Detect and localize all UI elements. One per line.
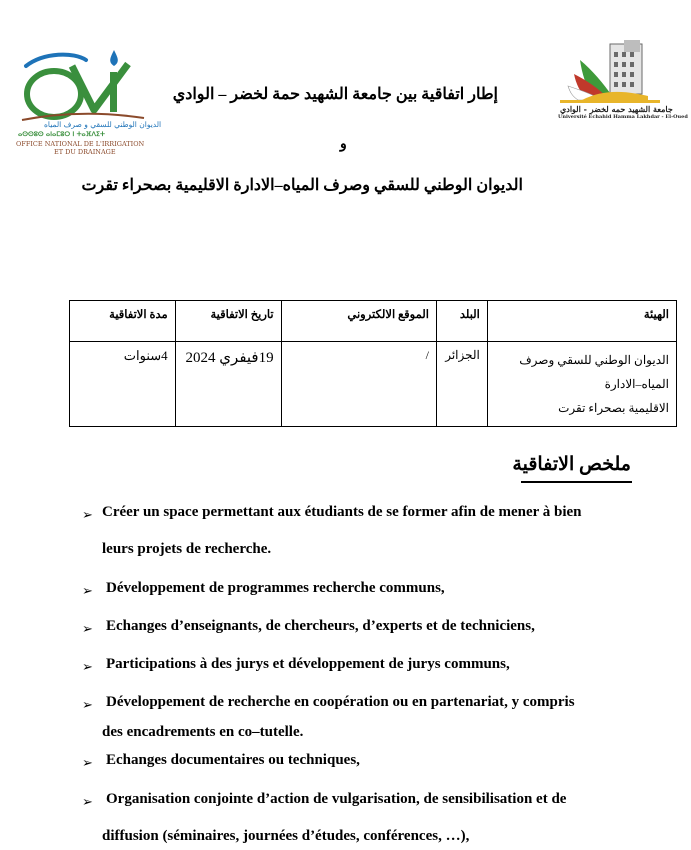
list-item-line: Développement de programmes recherche communs, — [106, 580, 445, 596]
university-logo — [552, 40, 688, 124]
arrow-bullet-icon: ➢ — [82, 659, 93, 674]
arrow-bullet-icon: ➢ — [82, 583, 93, 598]
organization-line-2: الاقليمية بصحراء تقرت — [558, 401, 669, 415]
table-header-row — [70, 301, 677, 342]
cell-organization — [487, 342, 676, 427]
header-country: البلد — [436, 301, 487, 342]
university-emblem-icon — [552, 40, 672, 106]
onid-french-text-1: OFFICE NATIONAL DE L'IRRIGATION — [16, 140, 145, 148]
onid-french-text-2: ET DU DRAINAGE — [54, 148, 116, 156]
university-french-text: Université Echahid Hamma Lakhdar - El-Oued — [558, 114, 688, 120]
onid-tifinagh-text: ⴰⵙⵙⵓⵙ ⴰⵏⴰⵎⵓⵔ ⵏ ⵜⴰⴼⴷⵉⵜ — [18, 130, 105, 138]
table-row — [70, 342, 677, 427]
arrow-bullet-icon: ➢ — [82, 794, 93, 809]
partner-title: الديوان الوطني للسقي وصرف المياه–الادارة الاقليمية بصحراء تقرت — [81, 177, 523, 194]
cell-website: / — [281, 342, 436, 427]
header-date: تاريخ الاتفاقية — [175, 301, 281, 342]
list-item-line: des encadrements en co–tutelle. — [102, 724, 304, 740]
arrow-bullet-icon: ➢ — [82, 697, 93, 712]
list-item-line: Créer un space permettant aux étudiants de se former afin de mener à bien — [102, 504, 582, 520]
onid-arabic-text: الديوان الوطني للسقي و صرف المياه — [44, 120, 162, 129]
header-duration: مدة الاتفاقية — [70, 301, 176, 342]
agreement-title: إطار اتفاقية بين جامعة الشهيد حمة لخضر – الوادي — [172, 86, 498, 103]
university-arabic-text: جامعة الشهيد حمه لخضر - الوادي — [560, 104, 673, 114]
onid-logo — [14, 42, 162, 158]
header-organization: الهيئة — [487, 301, 676, 342]
list-item-line: Organisation conjointe d’action de vulgarisation, de sensibilisation et de — [106, 791, 567, 807]
organization-line-1: الديوان الوطني للسقي وصرف المياه–الادارة — [519, 353, 669, 391]
list-item-line: leurs projets de recherche. — [102, 541, 272, 557]
list-item-line: Echanges d’enseignants, de chercheurs, d’experts et de techniciens, — [106, 618, 535, 634]
summary-title: ملخص الاتفاقية — [512, 454, 631, 475]
header-website: الموقع الالكتروني — [281, 301, 436, 342]
onid-emblem-icon — [14, 42, 149, 122]
arrow-bullet-icon: ➢ — [82, 755, 93, 770]
agreement-info-table — [69, 300, 677, 427]
list-item-line: Echanges documentaires ou techniques, — [106, 752, 360, 768]
list-item-line: Participations à des jurys et développement de jurys communs, — [106, 656, 510, 672]
cell-country: الجزائر — [436, 342, 487, 427]
arrow-bullet-icon: ➢ — [82, 507, 93, 522]
cell-date: 19فيفري 2024 — [175, 342, 281, 427]
summary-underline — [521, 481, 632, 483]
title-conjunction: و — [340, 137, 347, 152]
list-item-line: Développement de recherche en coopération ou en partenariat, y compris — [106, 694, 575, 710]
list-item-line: diffusion (séminaires, journées d’études, conférences, …), — [102, 828, 470, 844]
cell-duration: 4سنوات — [70, 342, 176, 427]
arrow-bullet-icon: ➢ — [82, 621, 93, 636]
